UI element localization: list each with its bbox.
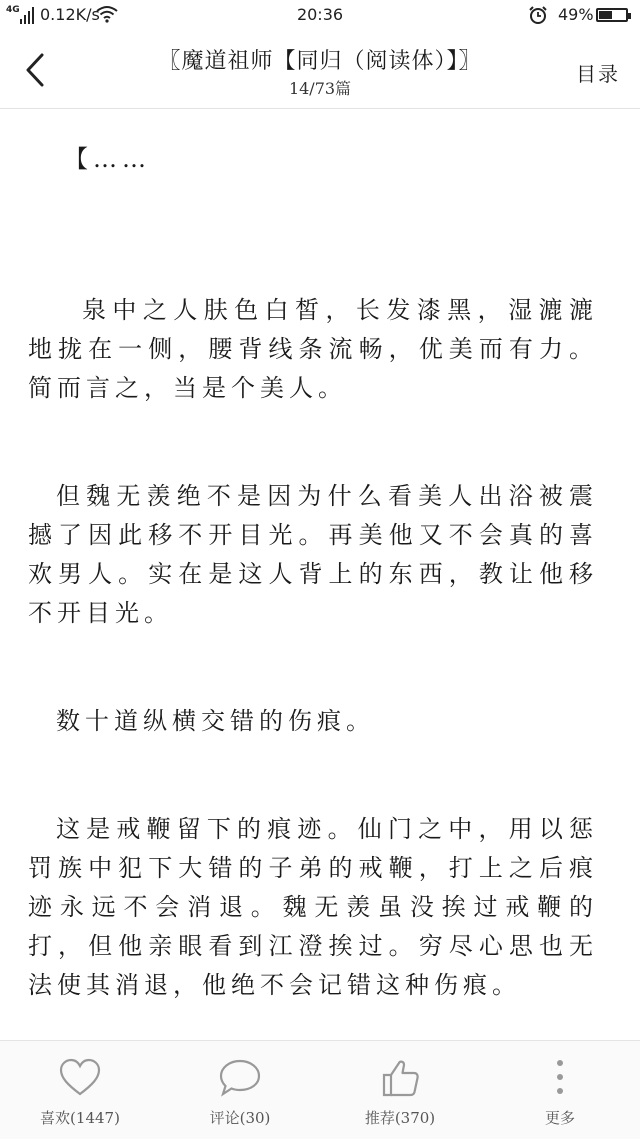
battery-percent: 49% [558,5,594,24]
network-speed: 0.12K/s [40,5,100,24]
catalog-button[interactable]: 目录 [576,62,620,86]
comment-button[interactable] [170,1041,310,1139]
thumbs-up-icon [378,1057,422,1099]
recommend-label: 推荐(370) [364,1109,436,1127]
network-type: 4G [6,5,20,15]
comment-bubble-icon [217,1057,263,1099]
chapter-progress: 14/73篇 [288,79,352,98]
paragraph: 泉中之人肤色白皙，长发漆黑，湿漉漉地拢在一侧，腰背线条流畅，优美而有力。简而言之，当是个美人。 [28,296,598,402]
paragraph: 【…… [64,145,151,173]
paragraph: 但魏无羡绝不是因为什么看美人出浴被震撼了因此移不开目光。再美他又不会真的喜欢男人。实在是这人背上的东西，教让他移不开目光。 [28,482,598,627]
comment-label: 评论(30) [209,1109,271,1127]
like-button[interactable] [10,1041,150,1139]
reading-content [28,140,598,1005]
recommend-button[interactable] [330,1041,470,1139]
book-title: 〖魔道祖师【同归（阅读体）】〗 [158,49,482,74]
alarm-icon [528,5,548,29]
more-label: 更多 [544,1109,575,1127]
bottom-action-bar [0,1040,640,1139]
back-button[interactable] [22,52,52,88]
like-label: 喜欢(1447) [40,1109,120,1127]
reader-header [0,32,640,109]
paragraph: 这是戒鞭留下的痕迹。仙门之中，用以惩罚族中犯下大错的子弟的戒鞭，打上之后痕迹永远不会消退。魏无羡虽没挨过戒鞭的打，但他亲眼看到江澄挨过。穷尽心思也无法使其消退，他绝不会记错这种伤痕。 [28,815,598,999]
chevron-left-icon [22,52,52,88]
more-button[interactable] [490,1041,630,1139]
heart-icon [58,1057,102,1097]
battery-icon [596,8,628,22]
paragraph: 数十道纵横交错的伤痕。 [56,707,375,735]
clock: 20:36 [296,5,344,24]
status-bar [0,0,640,32]
more-vertical-icon [553,1057,567,1097]
